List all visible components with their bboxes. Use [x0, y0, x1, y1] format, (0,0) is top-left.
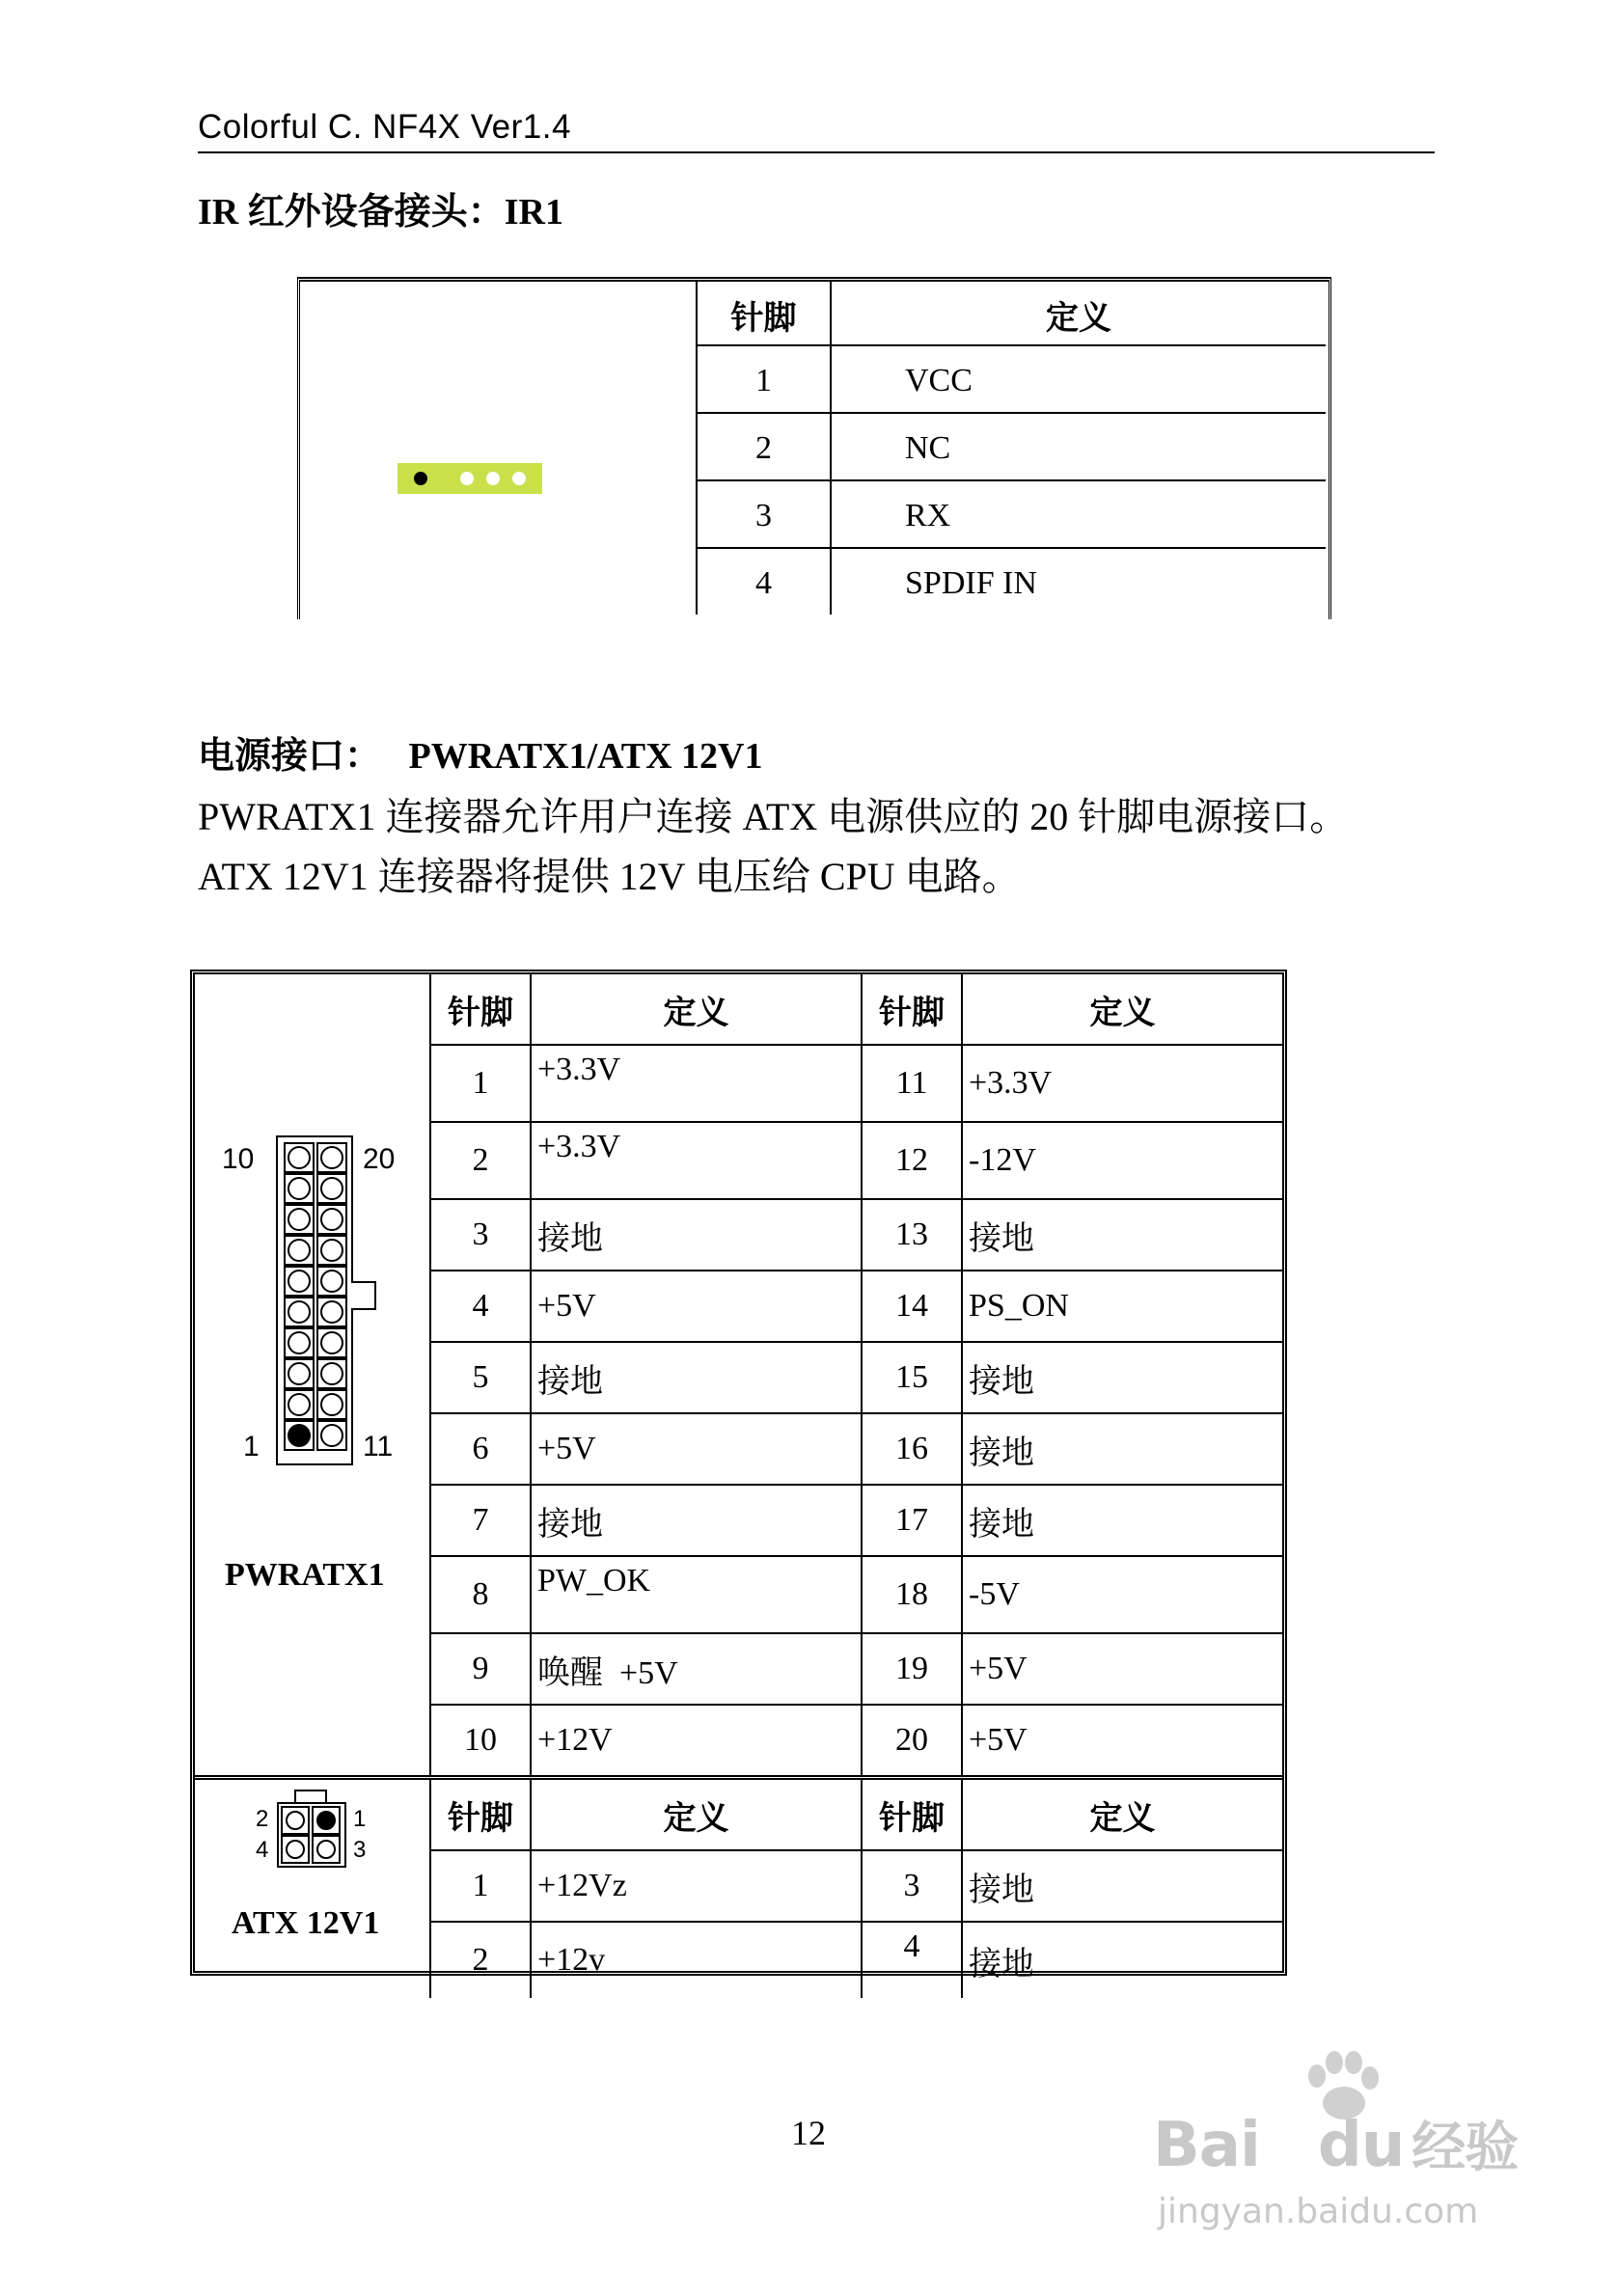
pin-hole	[288, 1177, 311, 1200]
pin-cell: 9	[430, 1633, 531, 1705]
watermark-cn: 经验	[1411, 2117, 1519, 2179]
def-cell: 接地	[962, 1413, 1282, 1485]
pin-hole	[288, 1393, 311, 1416]
ir-def: RX	[905, 498, 951, 533]
connector-pin	[316, 1204, 347, 1235]
col-def-header: 定义	[962, 974, 1282, 1045]
pin-cell: 3	[862, 1850, 962, 1922]
ir-connector-image	[397, 463, 542, 494]
pin-hole	[286, 1811, 305, 1830]
ir-col-def-header: 定义	[1046, 299, 1111, 338]
ir-pin1-dot	[414, 472, 427, 485]
pin-cell: 19	[862, 1633, 962, 1705]
pin-grid	[281, 1806, 343, 1864]
connector-pin	[284, 1204, 315, 1235]
col-pin-header: 针脚	[430, 974, 531, 1045]
ir-col-pin-header: 针脚	[730, 299, 797, 338]
pin-hole	[288, 1270, 311, 1293]
connector-latch	[351, 1281, 376, 1310]
ir-pin-dot	[486, 472, 500, 485]
def-cell: +5V	[531, 1271, 862, 1342]
connector-pin	[284, 1235, 315, 1266]
atx-latch	[294, 1790, 327, 1803]
col-def-header: 定义	[962, 1778, 1282, 1851]
ir-def: SPDIF IN	[905, 565, 1037, 601]
pin-cell: 12	[862, 1122, 962, 1199]
watermark-brand: Bai	[1153, 2110, 1260, 2181]
def-cell: 接地	[531, 1199, 862, 1271]
pin-cell: 14	[862, 1271, 962, 1342]
col-def-header: 定义	[531, 1778, 862, 1851]
col-pin-header: 针脚	[862, 1778, 962, 1851]
def-cell: -12V	[962, 1122, 1282, 1199]
power-paragraph-line1: PWRATX1 连接器允许用户连接 ATX 电源供应的 20 针脚电源接口。	[198, 795, 1349, 838]
pin-hole	[288, 1331, 311, 1354]
pin-cell: 10	[430, 1705, 531, 1778]
def-cell: +3.3V	[531, 1122, 862, 1199]
document-header: Colorful C. NF4X Ver1.4	[198, 108, 571, 146]
connector-pin	[316, 1142, 347, 1173]
ir-pin: 2	[755, 430, 772, 466]
pin-cell: 1	[430, 1045, 531, 1122]
pwratx1-label-11: 11	[363, 1431, 394, 1462]
connector-pin	[281, 1835, 310, 1864]
def-cell: 接地	[962, 1199, 1282, 1271]
connector-pin	[312, 1835, 341, 1864]
ir-pin: 1	[755, 363, 772, 398]
pin-cell: 8	[430, 1556, 531, 1633]
col-def-header: 定义	[531, 974, 862, 1045]
pin-hole	[320, 1393, 343, 1416]
pin-cell: 3	[430, 1199, 531, 1271]
def-cell: 接地	[962, 1342, 1282, 1413]
pin-cell: 15	[862, 1342, 962, 1413]
power-paragraph-line2: ATX 12V1 连接器将提供 12V 电压给 CPU 电路。	[198, 855, 1021, 898]
pin-cell: 4	[862, 1922, 962, 1998]
connector-pin	[284, 1266, 315, 1297]
ir-pin: 3	[755, 498, 772, 533]
pin-hole	[320, 1239, 343, 1262]
pin-cell: 13	[862, 1199, 962, 1271]
def-cell: +5V	[962, 1633, 1282, 1705]
pin-hole	[320, 1331, 343, 1354]
pin-hole	[288, 1424, 311, 1447]
pin-hole	[320, 1208, 343, 1231]
pin-cell: 2	[430, 1922, 531, 1998]
ir-row-line	[696, 479, 1326, 481]
pin-cell: 18	[862, 1556, 962, 1633]
pin-hole	[316, 1840, 336, 1859]
connector-pin	[316, 1420, 347, 1451]
pwratx1-label-10: 10	[222, 1143, 255, 1175]
pin-hole	[286, 1840, 305, 1859]
def-cell: +12Vz	[531, 1850, 862, 1922]
watermark-url: jingyan.baidu.com	[1158, 2192, 1479, 2231]
ir-def: VCC	[905, 363, 973, 398]
ir-pin: 4	[755, 565, 772, 601]
atx-label-1: 1	[353, 1806, 367, 1832]
pin-cell: 6	[430, 1413, 531, 1485]
connector-pin	[284, 1142, 315, 1173]
connector-pin	[284, 1389, 315, 1420]
pin-hole	[320, 1300, 343, 1324]
pin-hole	[288, 1300, 311, 1324]
col-pin-header: 针脚	[430, 1778, 531, 1851]
def-cell: +3.3V	[962, 1045, 1282, 1122]
def-cell: 接地	[962, 1922, 1282, 1998]
ir-row-line	[696, 412, 1326, 414]
atx12v1-connector-diagram	[277, 1802, 346, 1868]
pwratx1-label-1: 1	[243, 1431, 260, 1462]
connector-pin	[284, 1327, 315, 1358]
pin-hole	[288, 1362, 311, 1385]
pin-grid	[284, 1142, 345, 1451]
pin-cell: 20	[862, 1705, 962, 1778]
def-cell: 唤醒 +5V	[531, 1633, 862, 1705]
connector-pin	[284, 1173, 315, 1204]
pin-cell: 17	[862, 1485, 962, 1556]
def-cell: 接地	[531, 1342, 862, 1413]
pwratx1-connector-diagram	[276, 1135, 353, 1465]
pin-hole	[316, 1811, 336, 1830]
pin-hole	[320, 1270, 343, 1293]
connector-pin	[316, 1173, 347, 1204]
pin-cell: 5	[430, 1342, 531, 1413]
def-cell: PS_ON	[962, 1271, 1282, 1342]
pin-hole	[288, 1146, 311, 1169]
def-cell: 接地	[531, 1485, 862, 1556]
def-cell: 接地	[962, 1850, 1282, 1922]
def-cell: +12v	[531, 1922, 862, 1998]
connector-pin	[316, 1358, 347, 1389]
connector-pin	[281, 1806, 310, 1835]
paw-icon	[1298, 2045, 1365, 2113]
watermark-brand2: du	[1317, 2110, 1405, 2181]
connector-pin	[284, 1420, 315, 1451]
connector-pin	[284, 1358, 315, 1389]
col-pin-header: 针脚	[862, 974, 962, 1045]
pwratx1-header-row	[195, 974, 1282, 1045]
pin-cell: 16	[862, 1413, 962, 1485]
connector-pin	[316, 1389, 347, 1420]
connector-pin	[312, 1806, 341, 1835]
pin-hole	[320, 1362, 343, 1385]
def-cell: +12V	[531, 1705, 862, 1778]
def-cell: 接地	[962, 1485, 1282, 1556]
atx-label-4: 4	[256, 1837, 269, 1863]
pin-cell: 2	[430, 1122, 531, 1199]
connector-pin	[316, 1235, 347, 1266]
header-rule	[198, 151, 1435, 153]
connector-pin	[316, 1327, 347, 1358]
connector-pin	[316, 1266, 347, 1297]
ir-def: NC	[905, 430, 951, 466]
ir-row-line	[696, 547, 1326, 549]
pwratx1-label-20: 20	[363, 1143, 396, 1175]
def-cell: -5V	[962, 1556, 1282, 1633]
def-cell: PW_OK	[531, 1556, 862, 1633]
pin-cell: 1	[430, 1850, 531, 1922]
ir-heading: IR 红外设备接头：IR1	[198, 192, 563, 232]
connector-pin	[284, 1297, 315, 1327]
pin-hole	[320, 1424, 343, 1447]
pwratx1-label: PWRATX1	[225, 1557, 385, 1593]
pin-hole	[288, 1239, 311, 1262]
page-number: 12	[791, 2114, 826, 2152]
ir-row-line	[696, 344, 1326, 346]
pin-hole	[320, 1177, 343, 1200]
pin-hole	[320, 1146, 343, 1169]
atx-label-3: 3	[353, 1837, 367, 1863]
def-cell: +3.3V	[531, 1045, 862, 1122]
connector-pin	[316, 1297, 347, 1327]
def-cell: +5V	[531, 1413, 862, 1485]
pin-hole	[288, 1208, 311, 1231]
ir-pin-dot	[512, 472, 526, 485]
pin-cell: 7	[430, 1485, 531, 1556]
power-heading: 电源接口： PWRATX1/ATX 12V1	[198, 736, 763, 777]
pin-cell: 11	[862, 1045, 962, 1122]
ir-pin-dot	[460, 472, 474, 485]
def-cell: +5V	[962, 1705, 1282, 1778]
atx12v1-label: ATX 12V1	[232, 1905, 380, 1941]
atx-label-2: 2	[256, 1806, 269, 1832]
pin-cell: 4	[430, 1271, 531, 1342]
